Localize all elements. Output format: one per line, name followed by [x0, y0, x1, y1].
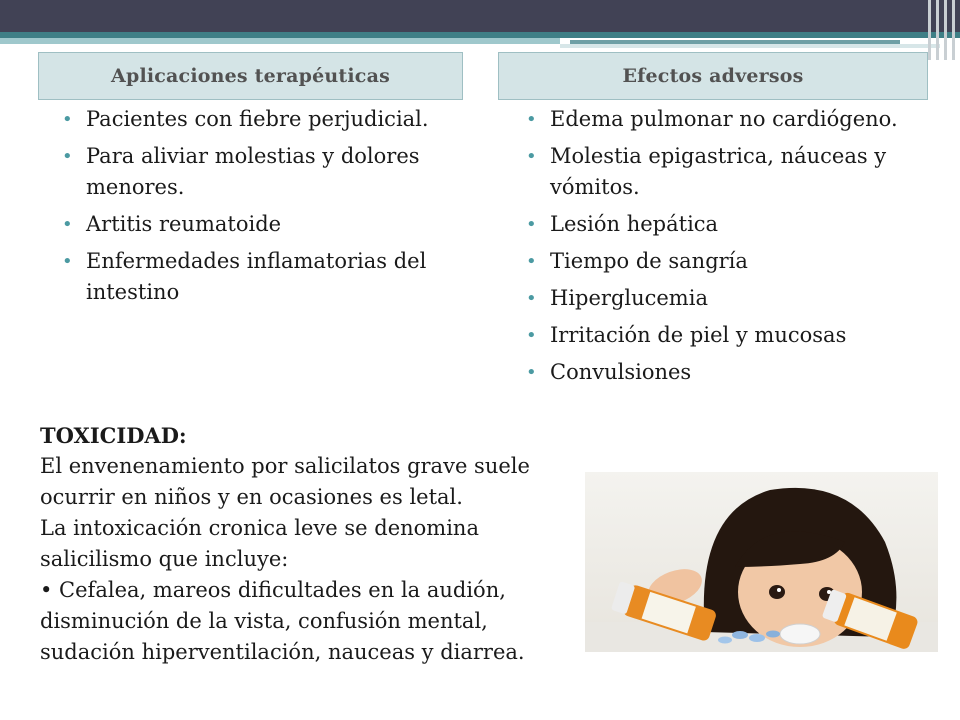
list-item: • Edema pulmonar no cardiógeno.: [526, 104, 936, 135]
list-item: • Lesión hepática: [526, 209, 936, 240]
adverse-effects-header: Efectos adversos: [498, 52, 928, 100]
therapeutic-applications-list: [62, 104, 442, 314]
list-item: • Convulsiones: [526, 357, 936, 388]
adverse-effects-list: [526, 104, 936, 394]
top-decorative-band: [0, 0, 960, 32]
list-item: • Enfermedades inflamatorias del intestino: [62, 246, 442, 308]
toxicity-section: [40, 420, 600, 668]
child-with-pills-photo: [585, 472, 938, 652]
list-item: • Molestia epigastrica, náuceas y vómitos.: [526, 141, 936, 203]
list-item: • Tiempo de sangría: [526, 246, 936, 277]
list-item: • Para aliviar molestias y dolores menores.: [62, 141, 442, 203]
top-light-teal-stripe: [0, 38, 560, 44]
toxicity-paragraph-2: La intoxicación cronica leve se denomina salicilismo que incluye:: [40, 516, 479, 571]
toxicity-paragraph-3: • Cefalea, mareos dificultades en la audión, disminución de la vista, confusión mental, sudación hiperventilación, nauceas y diarrea.: [40, 578, 525, 664]
list-item: • Artitis reumatoide: [62, 209, 442, 240]
top-pale-stripe: [560, 44, 940, 48]
child-with-pills-illustration: [585, 472, 938, 652]
list-item: • Hiperglucemia: [526, 283, 936, 314]
therapeutic-applications-header: Aplicaciones terapéuticas: [38, 52, 463, 100]
list-item: • Pacientes con fiebre perjudicial.: [62, 104, 442, 135]
toxicity-paragraph-1: El envenenamiento por salicilatos grave suele ocurrir en niños y en ocasiones es letal.: [40, 454, 530, 509]
corner-stripes: [924, 0, 960, 60]
list-item: • Irritación de piel y mucosas: [526, 320, 936, 351]
toxicity-title: TOXICIDAD:: [40, 423, 187, 448]
